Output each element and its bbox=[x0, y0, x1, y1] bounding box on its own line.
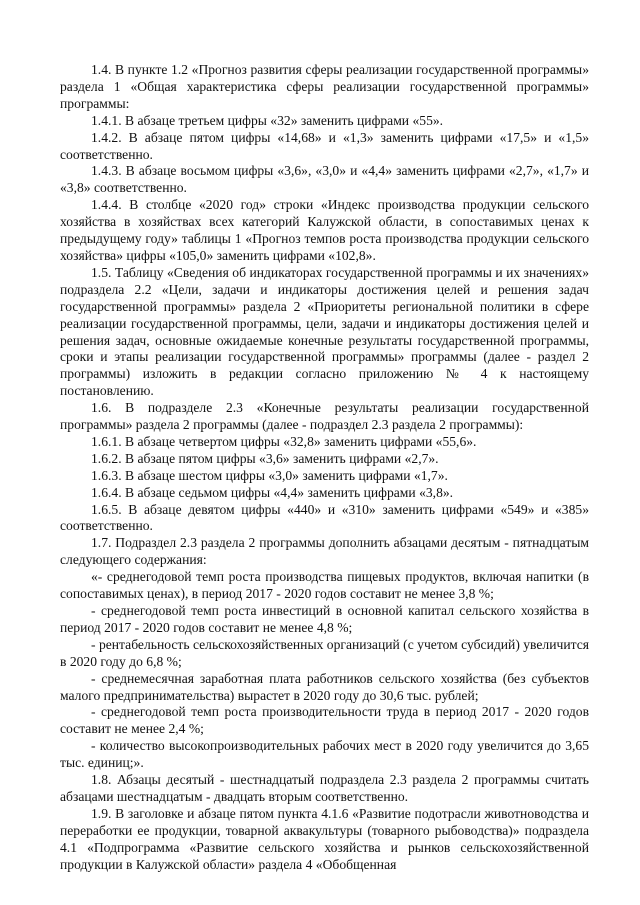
paragraph-1-4-1: 1.4.1. В абзаце третьем цифры «32» заменить цифрами «55». bbox=[91, 112, 444, 128]
paragraph-1-4: 1.4. В пункте 1.2 «Прогноз развития сферы реализации государственной программы» раздела 1 «Общая характеристика сферы реализации государственной программы» программы: bbox=[60, 62, 589, 111]
document-body bbox=[60, 62, 589, 874]
list-item-workplaces: - количество высокопроизводительных рабочих мест в 2020 году увеличится до 3,65 тыс. единиц;». bbox=[60, 738, 589, 771]
paragraph-1-6-5: 1.6.5. В абзаце девятом цифры «440» и «310» заменить цифрами «549» и «385» соответственно. bbox=[60, 501, 589, 534]
paragraph-1-6-4: 1.6.4. В абзаце седьмом цифры «4,4» заменить цифрами «3,8». bbox=[91, 484, 454, 500]
paragraph-1-6-2: 1.6.2. В абзаце пятом цифры «3,6» заменить цифрами «2,7». bbox=[91, 450, 439, 466]
list-item-profitability: - рентабельность сельскохозяйственных организаций (с учетом субсидий) увеличится в 2020 году до 6,8 %; bbox=[60, 636, 589, 669]
paragraph-1-4-3: 1.4.3. В абзаце восьмом цифры «3,6», «3,0» и «4,4» заменить цифрами «2,7», «1,7» и «3,8» соответственно. bbox=[60, 163, 589, 196]
list-item-productivity: - среднегодовой темп роста производительности труда в период 2017 - 2020 годов составит не менее 2,4 %; bbox=[60, 704, 589, 737]
list-item-salary: - среднемесячная заработная плата работников сельского хозяйства (без субъектов малого предпринимательства) вырастет в 2020 году до 30,6 тыс. рублей; bbox=[60, 670, 589, 703]
paragraph-1-6-3: 1.6.3. В абзаце шестом цифры «3,0» заменить цифрами «1,7». bbox=[91, 467, 448, 483]
paragraph-1-9: 1.9. В заголовке и абзаце пятом пункта 4.1.6 «Развитие подотрасли животноводства и переработки ее продукции, товарной аквакультуры (товарного рыбоводства)» подраздела 4.1 «Подпрограмма «Развитие сельского хозяйства и рынков сельскохозяйственной продукции в Калужской области» раздела 4 «Обобщенная bbox=[60, 805, 589, 872]
list-item-investment: - среднегодовой темп роста инвестиций в основной капитал сельского хозяйства в период 2017 - 2020 годов составит не менее 4,8 %; bbox=[60, 603, 589, 635]
paragraph-1-7: 1.7. Подраздел 2.3 раздела 2 программы дополнить абзацами десятым - пятнадцатым следующего содержания: bbox=[60, 535, 589, 568]
paragraph-1-4-4: 1.4.4. В столбце «2020 год» строки «Индекс производства продукции сельского хозяйства в хозяйствах всех категорий Калужской области, в сопоставимых ценах к предыдущему году» таблицы 1 «Прогноз темпов роста производства продукции сельского хозяйства» цифры «105,0» заменить цифрами «102,8». bbox=[60, 197, 589, 263]
paragraph-1-6: 1.6. В подразделе 2.3 «Конечные результаты реализации государственной программы» раздела 2 программы (далее - подраздел 2.3 раздела 2 программы): bbox=[60, 400, 589, 433]
paragraph-1-8: 1.8. Абзацы десятый - шестнадцатый подраздела 2.3 раздела 2 программы считать абзацами шестнадцатым - двадцать вторым соответственно. bbox=[60, 772, 589, 804]
paragraph-1-6-1: 1.6.1. В абзаце четвертом цифры «32,8» заменить цифрами «55,6». bbox=[91, 433, 477, 449]
list-item-food-production: «- среднегодовой темп роста производства пищевых продуктов, включая напитки (в сопоставимых ценах), в период 2017 - 2020 годов составит не менее 3,8 %; bbox=[60, 569, 589, 602]
paragraph-1-5: 1.5. Таблицу «Сведения об индикаторах государственной программы и их значениях» подраздела 2.2 «Цели, задачи и индикаторы достижения целей и решения задач государственной программы» раздела 2 «Приоритеты региональной политики в сфере реализации государственной программы, цели, задачи и индикаторы достижения целей и решения задач, основные ожидаемые конечные результаты государственной программы, сроки и этапы реализации государственной программы» программы (далее - раздел 2 программы) изложить в редакции согласно приложению № 4 к настоящему постановлению. bbox=[60, 264, 589, 399]
paragraph-1-4-2: 1.4.2. В абзаце пятом цифры «14,68» и «1,3» заменить цифрами «17,5» и «1,5» соответственно. bbox=[60, 129, 589, 162]
